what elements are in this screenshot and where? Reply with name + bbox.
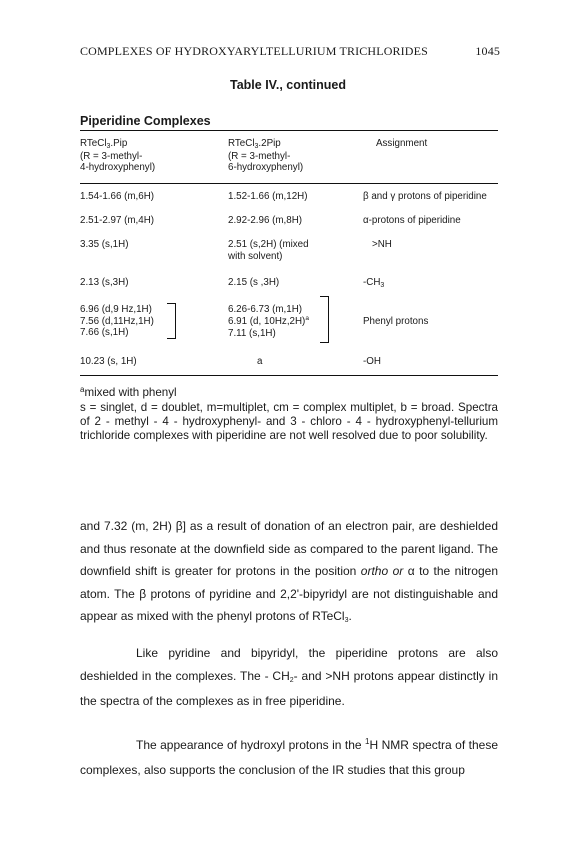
- running-head: [80, 44, 500, 59]
- row3-col2: [228, 239, 309, 262]
- body-paragraph-1: and 7.32 (m, 2H) β] as a result of donation of an electron pair, are deshielded and thus resonate at the downfield side as compared to the parent ligand. The downfield shift is greater for protons in the position ortho or α to the nitrogen atom. The β protons of pyridine and 2,2'-bipyridyl are not distinguishable and appear as mixed with the phenyl protons of RTeCl3.: [80, 519, 499, 624]
- row2-col3: α-protons of piperidine: [363, 215, 461, 226]
- table-footnotes: [80, 386, 498, 443]
- header-col2-line3: 6-hydroxyphenyl): [228, 162, 304, 174]
- header-col2-line2: (R = 3-methyl-: [228, 150, 291, 162]
- row1-col2: 1.52-1.66 (m,12H): [228, 191, 308, 202]
- row6-col2: a: [257, 356, 263, 367]
- table-bottom-rule: [80, 375, 498, 376]
- table-header-rule: [80, 183, 498, 184]
- table-subtitle: Piperidine Complexes: [80, 114, 211, 128]
- row5-col1-line2: 7.56 (d,11Hz,1H): [80, 315, 154, 327]
- row5-col1-line1: 6.96 (d,9 Hz,1H): [80, 304, 152, 315]
- header-col1: [80, 138, 155, 174]
- row6-col1: 10.23 (s, 1H): [80, 356, 137, 367]
- row3-col2-line2: with solvent): [228, 250, 283, 262]
- body-paragraph-3: The appearance of hydroxyl protons in the $^1$H NMR spectra of these complexes, also supports the conclusion of the IR studies that this group: [80, 737, 499, 777]
- row3-col3: >NH: [372, 239, 392, 250]
- row5-col2: [228, 304, 309, 340]
- row4-col3: $-CH_3$: [363, 277, 385, 289]
- row5-col3: Phenyl protons: [363, 316, 429, 327]
- header-col1-line3: 4-hydroxyphenyl): [80, 162, 156, 174]
- row5-col2-bracket: [320, 296, 329, 343]
- row4-col2: 2.15 (s ,3H): [228, 277, 280, 288]
- row2-col1: 2.51-2.97 (m,4H): [80, 215, 155, 226]
- table-title: Table IV., continued: [230, 78, 346, 92]
- row5-col2-line1: 6.26-6.73 (m,1H): [228, 304, 303, 315]
- footnote-a: $^a$mixed with phenyl: [80, 385, 177, 399]
- header-col2-line1: RTeCl$_3$.2Pip: [228, 138, 281, 150]
- row3-col2-line1: 2.51 (s,2H) (mixed: [228, 239, 309, 250]
- row3-col1: 3.35 (s,1H): [80, 239, 129, 250]
- row1-col1: 1.54-1.66 (m,6H): [80, 191, 155, 202]
- row6-col3: -OH: [363, 356, 381, 367]
- header-col3: Assignment: [376, 138, 428, 149]
- row5-col1-bracket: [167, 303, 176, 339]
- row5-col2-line3: 7.11 (s,1H): [228, 328, 276, 340]
- table-top-rule: [80, 130, 498, 131]
- row4-col1: 2.13 (s,3H): [80, 277, 129, 288]
- footnote-legend: s = singlet, d = doublet, m=multiplet, cm = complex multiplet, b = broad. Spectra of 2 - methyl - 4 - hydroxyphenyl- and 3 - chloro - 4 - hydroxyphenyl-tellurium trichloride complexes with piperidine are not well resolved due to poor solubility.: [80, 401, 498, 442]
- row1-col3: β and γ protons of piperidine: [363, 191, 487, 202]
- header-col1-line1: RTeCl$_3$.Pip: [80, 138, 128, 150]
- row2-col2: 2.92-2.96 (m,8H): [228, 215, 303, 226]
- page-number: 1045: [475, 44, 500, 58]
- running-head-title: COMPLEXES OF HYDROXYARYLTELLURIUM TRICHLORIDES: [80, 44, 428, 58]
- row5-col1-line3: 7.66 (s,1H): [80, 327, 129, 339]
- row5-col2-line2: 6.91 (d, 10Hz,2H)$^a$: [228, 314, 309, 327]
- body-paragraph-2: Like pyridine and bipyridyl, the piperidine protons are also deshielded in the complexes. The - CH2- and >NH protons appear distinctly in the spectra of the complexes as in free piperidine.: [80, 646, 498, 708]
- header-col2: [228, 138, 303, 174]
- row5-col1: [80, 304, 154, 339]
- header-col1-line2: (R = 3-methyl-: [80, 150, 143, 162]
